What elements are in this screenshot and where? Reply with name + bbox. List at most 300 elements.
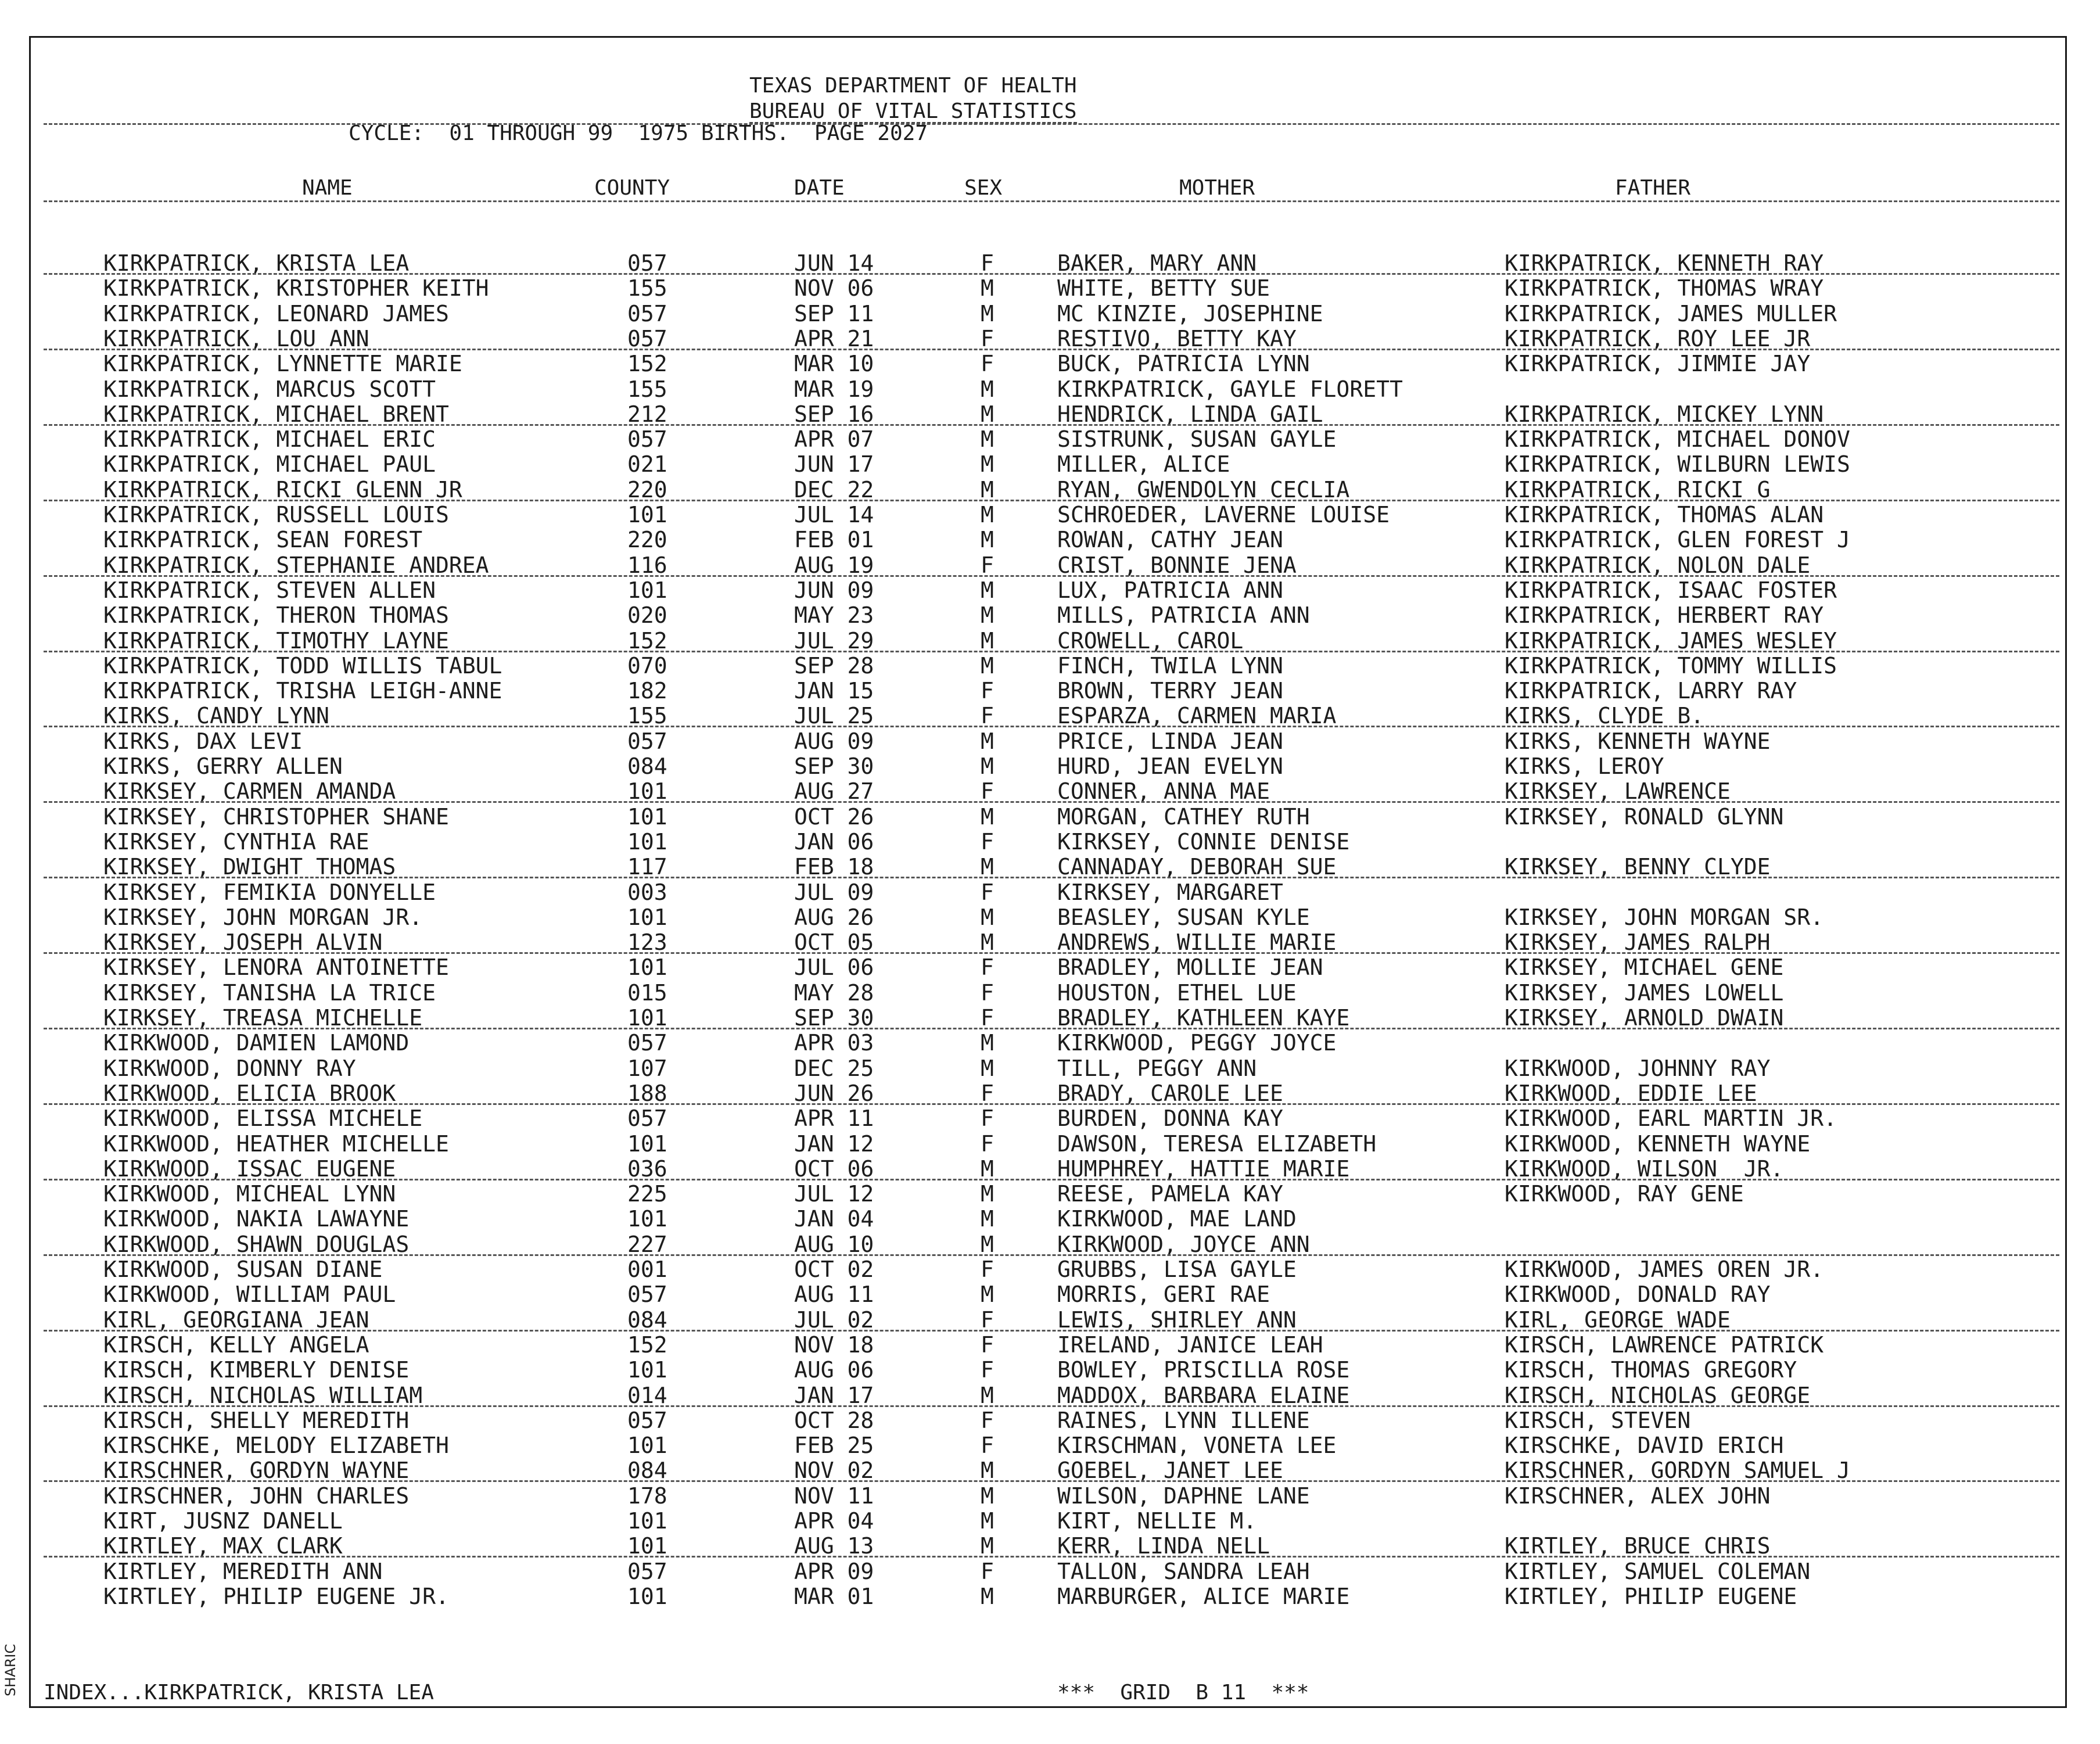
- record-date: JUN 17: [794, 451, 874, 478]
- record-father: KIRSCHNER, GORDYN SAMUEL J: [1505, 1458, 1850, 1484]
- header-department: TEXAS DEPARTMENT OF HEALTH: [749, 74, 1077, 98]
- record-sex: F: [981, 1558, 994, 1584]
- record-county: 057: [627, 426, 667, 453]
- record-date: JAN 17: [794, 1382, 874, 1408]
- column-header-divider: [44, 200, 2059, 202]
- record-mother: RAINES, LYNN ILLENE: [1057, 1407, 1310, 1433]
- record-date: FEB 18: [794, 854, 874, 880]
- record-mother: KIRKWOOD, JOYCE ANN: [1057, 1231, 1310, 1257]
- record-father: KIRKSEY, ARNOLD DWAIN: [1505, 1005, 1784, 1031]
- record-date: SEP 28: [794, 652, 874, 679]
- record-date: JAN 15: [794, 678, 874, 704]
- record-date: MAY 23: [794, 602, 874, 629]
- record-mother: CONNER, ANNA MAE: [1057, 778, 1270, 805]
- record-name: KIRKWOOD, SUSAN DIANE: [103, 1257, 383, 1282]
- record-name: KIRKSEY, CHRISTOPHER SHANE: [103, 803, 449, 830]
- record-date: JAN 06: [794, 828, 874, 855]
- record-sex: F: [981, 1080, 994, 1106]
- record-mother: LUX, PATRICIA ANN: [1057, 577, 1283, 603]
- record-mother: WILSON, DAPHNE LANE: [1057, 1483, 1310, 1509]
- record-father: KIRSCHNER, ALEX JOHN: [1505, 1483, 1771, 1509]
- record-mother: HUMPHREY, HATTIE MARIE: [1057, 1156, 1350, 1182]
- record-county: 227: [627, 1231, 667, 1257]
- row-group-divider: [44, 651, 2059, 652]
- record-name: KIRKSEY, CYNTHIA RAE: [103, 828, 369, 855]
- record-father: KIRKSEY, JAMES LOWELL: [1505, 979, 1784, 1006]
- record-date: OCT 05: [794, 930, 874, 956]
- record-sex: M: [981, 426, 994, 453]
- record-father: KIRKSEY, MICHAEL GENE: [1505, 954, 1784, 981]
- record-mother: KIRSCHMAN, VONETA LEE: [1057, 1433, 1337, 1459]
- record-mother: KIRKPATRICK, GAYLE FLORETT: [1057, 376, 1403, 402]
- record-name: KIRKS, CANDY LYNN: [103, 703, 329, 729]
- header-bureau: BUREAU OF VITAL STATISTICS: [749, 99, 1077, 123]
- row-group-divider: [44, 1179, 2059, 1180]
- record-county: 057: [627, 728, 667, 754]
- row-group-divider: [44, 273, 2059, 275]
- record-name: KIRKWOOD, NAKIA LAWAYNE: [103, 1206, 410, 1232]
- record-sex: F: [981, 954, 994, 981]
- record-name: KIRL, GEORGIANA JEAN: [103, 1307, 369, 1333]
- record-father: KIRKPATRICK, NOLON DALE: [1505, 552, 1811, 578]
- record-name: KIRKWOOD, HEATHER MICHELLE: [103, 1131, 449, 1157]
- record-date: AUG 19: [794, 552, 874, 578]
- record-father: KIRKPATRICK, THOMAS ALAN: [1505, 502, 1824, 527]
- record-mother: ANDREWS, WILLIE MARIE: [1057, 930, 1337, 956]
- record-date: MAR 01: [794, 1583, 874, 1609]
- record-mother: LEWIS, SHIRLEY ANN: [1057, 1307, 1297, 1333]
- record-name: KIRKSEY, LENORA ANTOINETTE: [103, 954, 449, 981]
- record-date: AUG 09: [794, 728, 874, 754]
- record-father: KIRKSEY, LAWRENCE: [1505, 778, 1731, 805]
- record-sex: M: [981, 854, 994, 880]
- record-sex: F: [981, 1131, 994, 1157]
- record-date: SEP 30: [794, 753, 874, 779]
- column-header-name: NAME: [302, 176, 353, 200]
- record-date: APR 21: [794, 325, 874, 351]
- record-county: 101: [627, 1433, 667, 1459]
- record-sex: F: [981, 552, 994, 578]
- record-county: 101: [627, 1357, 667, 1383]
- record-name: KIRKSEY, TANISHA LA TRICE: [103, 979, 436, 1006]
- column-header-sex: SEX: [964, 176, 1003, 200]
- record-father: KIRSCHKE, DAVID ERICH: [1505, 1433, 1784, 1459]
- record-father: KIRKPATRICK, JAMES WESLEY: [1505, 627, 1837, 654]
- record-name: KIRTLEY, MEREDITH ANN: [103, 1558, 383, 1584]
- record-county: 182: [627, 678, 667, 704]
- record-sex: F: [981, 1332, 994, 1358]
- record-father: KIRKWOOD, EARL MARTIN JR.: [1505, 1106, 1837, 1132]
- record-county: 101: [627, 577, 667, 603]
- record-county: 107: [627, 1055, 667, 1081]
- record-county: 057: [627, 1282, 667, 1308]
- record-sex: M: [981, 728, 994, 754]
- record-name: KIRKPATRICK, STEPHANIE ANDREA: [103, 552, 489, 578]
- row-group-divider: [44, 424, 2059, 426]
- record-sex: M: [981, 275, 994, 302]
- record-county: 015: [627, 979, 667, 1006]
- record-date: MAR 19: [794, 376, 874, 402]
- record-date: JUL 09: [794, 879, 874, 905]
- record-sex: F: [981, 1407, 994, 1433]
- record-sex: F: [981, 1357, 994, 1383]
- record-sex: F: [981, 1106, 994, 1132]
- record-county: 036: [627, 1156, 667, 1182]
- record-mother: BURDEN, DONNA KAY: [1057, 1106, 1283, 1132]
- record-name: KIRKPATRICK, TRISHA LEIGH-ANNE: [103, 678, 502, 704]
- column-header-father: FATHER: [1615, 176, 1691, 200]
- record-father: KIRKWOOD, JOHNNY RAY: [1505, 1055, 1771, 1081]
- record-county: 152: [627, 627, 667, 654]
- record-name: KIRKPATRICK, THERON THOMAS: [103, 602, 449, 629]
- record-date: FEB 01: [794, 527, 874, 553]
- record-sex: M: [981, 602, 994, 629]
- record-mother: MARBURGER, ALICE MARIE: [1057, 1583, 1350, 1609]
- record-county: 178: [627, 1483, 667, 1509]
- record-sex: M: [981, 1181, 994, 1207]
- record-county: 057: [627, 1106, 667, 1132]
- record-mother: KERR, LINDA NELL: [1057, 1533, 1270, 1559]
- record-mother: BRADY, CAROLE LEE: [1057, 1080, 1283, 1106]
- record-county: 117: [627, 854, 667, 880]
- record-county: 155: [627, 376, 667, 402]
- record-father: KIRKWOOD, DONALD RAY: [1505, 1282, 1771, 1308]
- record-county: 084: [627, 753, 667, 779]
- row-group-divider: [44, 1028, 2059, 1029]
- record-mother: SISTRUNK, SUSAN GAYLE: [1057, 426, 1337, 453]
- record-mother: MC KINZIE, JOSEPHINE: [1057, 300, 1323, 326]
- row-group-divider: [44, 1254, 2059, 1256]
- record-date: APR 04: [794, 1508, 874, 1534]
- record-sex: M: [981, 502, 994, 527]
- record-father: KIRKPATRICK, LARRY RAY: [1505, 678, 1797, 704]
- record-county: 020: [627, 602, 667, 629]
- record-mother: TALLON, SANDRA LEAH: [1057, 1558, 1310, 1584]
- record-date: OCT 06: [794, 1156, 874, 1182]
- column-header-date: DATE: [794, 176, 845, 200]
- row-group-divider: [44, 1480, 2059, 1482]
- record-county: 101: [627, 904, 667, 930]
- record-sex: F: [981, 778, 994, 805]
- record-mother: CROWELL, CAROL: [1057, 627, 1244, 654]
- record-name: KIRKPATRICK, MARCUS SCOTT: [103, 376, 436, 402]
- record-father: KIRTLEY, PHILIP EUGENE: [1505, 1583, 1797, 1609]
- record-sex: M: [981, 476, 994, 503]
- record-sex: F: [981, 1433, 994, 1459]
- row-group-divider: [44, 726, 2059, 727]
- record-mother: BROWN, TERRY JEAN: [1057, 678, 1283, 704]
- record-county: 057: [627, 1407, 667, 1433]
- record-sex: M: [981, 1533, 994, 1559]
- record-name: KIRTLEY, MAX CLARK: [103, 1533, 343, 1559]
- record-mother: BRADLEY, MOLLIE JEAN: [1057, 954, 1323, 981]
- record-sex: F: [981, 703, 994, 729]
- record-sex: F: [981, 325, 994, 351]
- record-name: KIRSCHKE, MELODY ELIZABETH: [103, 1433, 449, 1459]
- record-date: AUG 06: [794, 1357, 874, 1383]
- record-sex: F: [981, 1257, 994, 1282]
- record-name: KIRT, JUSNZ DANELL: [103, 1508, 343, 1534]
- record-mother: CANNADAY, DEBORAH SUE: [1057, 854, 1337, 880]
- record-father: KIRKPATRICK, THOMAS WRAY: [1505, 275, 1824, 302]
- record-father: KIRKWOOD, RAY GENE: [1505, 1181, 1744, 1207]
- record-father: KIRKPATRICK, HERBERT RAY: [1505, 602, 1824, 629]
- record-date: JUL 02: [794, 1307, 874, 1333]
- record-name: KIRKSEY, JOSEPH ALVIN: [103, 930, 383, 956]
- record-mother: MILLER, ALICE: [1057, 451, 1230, 478]
- record-father: KIRKS, CLYDE B.: [1505, 703, 1704, 729]
- record-name: KIRSCH, NICHOLAS WILLIAM: [103, 1382, 423, 1408]
- record-name: KIRKPATRICK, RICKI GLENN JR: [103, 476, 462, 503]
- record-date: SEP 11: [794, 300, 874, 326]
- record-sex: M: [981, 577, 994, 603]
- record-name: KIRKWOOD, DONNY RAY: [103, 1055, 356, 1081]
- record-sex: M: [981, 1382, 994, 1408]
- record-county: 101: [627, 803, 667, 830]
- record-sex: M: [981, 904, 994, 930]
- record-name: KIRKWOOD, SHAWN DOUGLAS: [103, 1231, 410, 1257]
- record-father: KIRTLEY, SAMUEL COLEMAN: [1505, 1558, 1811, 1584]
- record-name: KIRSCH, SHELLY MEREDITH: [103, 1407, 410, 1433]
- record-mother: ESPARZA, CARMEN MARIA: [1057, 703, 1337, 729]
- record-name: KIRKWOOD, ELICIA BROOK: [103, 1080, 396, 1106]
- record-sex: M: [981, 401, 994, 427]
- record-father: KIRSCH, LAWRENCE PATRICK: [1505, 1332, 1824, 1358]
- margin-label: SHARIC: [2, 1643, 19, 1696]
- record-name: KIRSCHNER, JOHN CHARLES: [103, 1483, 410, 1509]
- record-sex: M: [981, 930, 994, 956]
- record-father: KIRKPATRICK, JAMES MULLER: [1505, 300, 1837, 326]
- record-father: KIRKSEY, RONALD GLYNN: [1505, 803, 1784, 830]
- record-mother: FINCH, TWILA LYNN: [1057, 652, 1283, 679]
- record-sex: M: [981, 1483, 994, 1509]
- row-group-divider: [44, 1103, 2059, 1105]
- record-mother: MILLS, PATRICIA ANN: [1057, 602, 1310, 629]
- record-father: KIRKPATRICK, ISAAC FOSTER: [1505, 577, 1837, 603]
- record-sex: M: [981, 1055, 994, 1081]
- record-county: 101: [627, 1131, 667, 1157]
- record-county: 084: [627, 1307, 667, 1333]
- column-header-county: COUNTY: [594, 176, 670, 200]
- record-mother: GRUBBS, LISA GAYLE: [1057, 1257, 1297, 1282]
- record-father: KIRKSEY, JOHN MORGAN SR.: [1505, 904, 1824, 930]
- record-name: KIRKPATRICK, STEVEN ALLEN: [103, 577, 436, 603]
- record-sex: M: [981, 1282, 994, 1308]
- record-mother: HURD, JEAN EVELYN: [1057, 753, 1283, 779]
- record-date: MAY 28: [794, 979, 874, 1006]
- row-group-divider: [44, 877, 2059, 878]
- record-name: KIRKSEY, FEMIKIA DONYELLE: [103, 879, 436, 905]
- record-county: 123: [627, 930, 667, 956]
- record-name: KIRKPATRICK, SEAN FOREST: [103, 527, 423, 553]
- record-county: 101: [627, 502, 667, 527]
- record-county: 152: [627, 1332, 667, 1358]
- record-name: KIRKSEY, JOHN MORGAN JR.: [103, 904, 423, 930]
- record-name: KIRSCH, KELLY ANGELA: [103, 1332, 369, 1358]
- record-sex: M: [981, 1156, 994, 1182]
- record-father: KIRSCH, NICHOLAS GEORGE: [1505, 1382, 1811, 1408]
- record-name: KIRSCH, KIMBERLY DENISE: [103, 1357, 410, 1383]
- record-name: KIRTLEY, PHILIP EUGENE JR.: [103, 1583, 449, 1609]
- record-mother: TILL, PEGGY ANN: [1057, 1055, 1257, 1081]
- record-mother: BRADLEY, KATHLEEN KAYE: [1057, 1005, 1350, 1031]
- record-date: APR 11: [794, 1106, 874, 1132]
- record-father: KIRSCH, STEVEN: [1505, 1407, 1691, 1433]
- record-father: KIRKWOOD, JAMES OREN JR.: [1505, 1257, 1824, 1282]
- record-father: KIRKPATRICK, RICKI G: [1505, 476, 1771, 503]
- record-name: KIRKPATRICK, TIMOTHY LAYNE: [103, 627, 449, 654]
- record-date: JUL 12: [794, 1181, 874, 1207]
- record-county: 101: [627, 828, 667, 855]
- record-sex: F: [981, 351, 994, 377]
- record-mother: KIRKSEY, MARGARET: [1057, 879, 1283, 905]
- record-father: KIRKS, LEROY: [1505, 753, 1664, 779]
- record-mother: PRICE, LINDA JEAN: [1057, 728, 1283, 754]
- record-county: 152: [627, 351, 667, 377]
- record-father: KIRKWOOD, KENNETH WAYNE: [1505, 1131, 1811, 1157]
- record-county: 101: [627, 1583, 667, 1609]
- record-county: 225: [627, 1181, 667, 1207]
- record-name: KIRKPATRICK, RUSSELL LOUIS: [103, 502, 449, 527]
- header-divider: [44, 123, 2059, 125]
- record-name: KIRKPATRICK, LOU ANN: [103, 325, 369, 351]
- record-sex: M: [981, 1508, 994, 1534]
- record-county: 057: [627, 325, 667, 351]
- record-county: 220: [627, 527, 667, 553]
- record-mother: KIRT, NELLIE M.: [1057, 1508, 1257, 1534]
- record-mother: SCHROEDER, LAVERNE LOUISE: [1057, 502, 1390, 527]
- record-sex: F: [981, 1005, 994, 1031]
- record-county: 021: [627, 451, 667, 478]
- record-name: KIRKPATRICK, MICHAEL ERIC: [103, 426, 436, 453]
- record-mother: KIRKSEY, CONNIE DENISE: [1057, 828, 1350, 855]
- record-date: OCT 02: [794, 1257, 874, 1282]
- record-date: AUG 26: [794, 904, 874, 930]
- record-name: KIRKS, GERRY ALLEN: [103, 753, 343, 779]
- record-father: KIRKPATRICK, WILBURN LEWIS: [1505, 451, 1850, 478]
- record-county: 057: [627, 250, 667, 276]
- record-county: 101: [627, 1005, 667, 1031]
- record-date: APR 03: [794, 1030, 874, 1056]
- record-mother: WHITE, BETTY SUE: [1057, 275, 1270, 302]
- row-group-divider: [44, 1330, 2059, 1332]
- record-sex: M: [981, 652, 994, 679]
- record-name: KIRKPATRICK, MICHAEL PAUL: [103, 451, 436, 478]
- record-date: NOV 02: [794, 1458, 874, 1484]
- record-sex: F: [981, 979, 994, 1006]
- record-sex: F: [981, 250, 994, 276]
- row-group-divider: [44, 349, 2059, 350]
- record-county: 003: [627, 879, 667, 905]
- record-name: KIRKPATRICK, TODD WILLIS TABUL: [103, 652, 502, 679]
- record-father: KIRSCH, THOMAS GREGORY: [1505, 1357, 1797, 1383]
- record-sex: M: [981, 1231, 994, 1257]
- record-county: 116: [627, 552, 667, 578]
- record-date: JUN 14: [794, 250, 874, 276]
- record-father: KIRKPATRICK, KENNETH RAY: [1505, 250, 1824, 276]
- record-father: KIRKWOOD, EDDIE LEE: [1505, 1080, 1757, 1106]
- record-date: APR 07: [794, 426, 874, 453]
- record-mother: KIRKWOOD, MAE LAND: [1057, 1206, 1297, 1232]
- record-date: JAN 12: [794, 1131, 874, 1157]
- record-county: 101: [627, 954, 667, 981]
- record-name: KIRKPATRICK, MICHAEL BRENT: [103, 401, 449, 427]
- row-group-divider: [44, 952, 2059, 954]
- record-county: 001: [627, 1257, 667, 1282]
- record-name: KIRKWOOD, WILLIAM PAUL: [103, 1282, 396, 1308]
- record-sex: M: [981, 451, 994, 478]
- record-father: KIRKPATRICK, JIMMIE JAY: [1505, 351, 1811, 377]
- record-county: 057: [627, 1030, 667, 1056]
- record-mother: BAKER, MARY ANN: [1057, 250, 1257, 276]
- record-date: NOV 06: [794, 275, 874, 302]
- record-name: KIRKPATRICK, KRISTOPHER KEITH: [103, 275, 489, 302]
- header-cycle: CYCLE: 01 THROUGH 99 1975 BIRTHS. PAGE 2027: [349, 121, 928, 145]
- record-mother: RESTIVO, BETTY KAY: [1057, 325, 1297, 351]
- record-father: KIRKSEY, JAMES RALPH: [1505, 930, 1771, 956]
- record-date: SEP 16: [794, 401, 874, 427]
- record-date: AUG 10: [794, 1231, 874, 1257]
- row-group-divider: [44, 575, 2059, 577]
- record-mother: KIRKWOOD, PEGGY JOYCE: [1057, 1030, 1337, 1056]
- record-sex: M: [981, 376, 994, 402]
- record-father: KIRKWOOD, WILSON JR.: [1505, 1156, 1784, 1182]
- record-name: KIRKPATRICK, KRISTA LEA: [103, 250, 410, 276]
- record-mother: DAWSON, TERESA ELIZABETH: [1057, 1131, 1377, 1157]
- record-county: 014: [627, 1382, 667, 1408]
- record-sex: M: [981, 300, 994, 326]
- record-date: MAR 10: [794, 351, 874, 377]
- record-father: KIRKS, KENNETH WAYNE: [1505, 728, 1771, 754]
- record-date: NOV 18: [794, 1332, 874, 1358]
- record-mother: BOWLEY, PRISCILLA ROSE: [1057, 1357, 1350, 1383]
- record-father: KIRKPATRICK, GLEN FOREST J: [1505, 527, 1850, 553]
- record-sex: M: [981, 803, 994, 830]
- record-date: AUG 27: [794, 778, 874, 805]
- record-mother: ROWAN, CATHY JEAN: [1057, 527, 1283, 553]
- record-name: KIRKWOOD, MICHEAL LYNN: [103, 1181, 396, 1207]
- record-mother: MORGAN, CATHEY RUTH: [1057, 803, 1310, 830]
- record-date: JUL 06: [794, 954, 874, 981]
- row-group-divider: [44, 1405, 2059, 1407]
- record-sex: F: [981, 1307, 994, 1333]
- record-name: KIRSCHNER, GORDYN WAYNE: [103, 1458, 410, 1484]
- record-date: AUG 13: [794, 1533, 874, 1559]
- row-group-divider: [44, 801, 2059, 803]
- record-county: 101: [627, 1508, 667, 1534]
- record-county: 101: [627, 1206, 667, 1232]
- record-date: DEC 22: [794, 476, 874, 503]
- record-name: KIRKSEY, TREASA MICHELLE: [103, 1005, 423, 1031]
- record-date: JUN 09: [794, 577, 874, 603]
- record-sex: M: [981, 753, 994, 779]
- record-sex: M: [981, 1206, 994, 1232]
- record-date: JUL 29: [794, 627, 874, 654]
- record-date: OCT 28: [794, 1407, 874, 1433]
- record-county: 155: [627, 703, 667, 729]
- record-name: KIRKPATRICK, LYNNETTE MARIE: [103, 351, 462, 377]
- record-county: 212: [627, 401, 667, 427]
- record-name: KIRKWOOD, ELISSA MICHELE: [103, 1106, 423, 1132]
- record-name: KIRKSEY, DWIGHT THOMAS: [103, 854, 396, 880]
- record-sex: M: [981, 627, 994, 654]
- record-county: 101: [627, 1533, 667, 1559]
- record-name: KIRKPATRICK, LEONARD JAMES: [103, 300, 449, 326]
- record-county: 155: [627, 275, 667, 302]
- record-sex: F: [981, 828, 994, 855]
- column-header-mother: MOTHER: [1179, 176, 1255, 200]
- record-county: 057: [627, 1558, 667, 1584]
